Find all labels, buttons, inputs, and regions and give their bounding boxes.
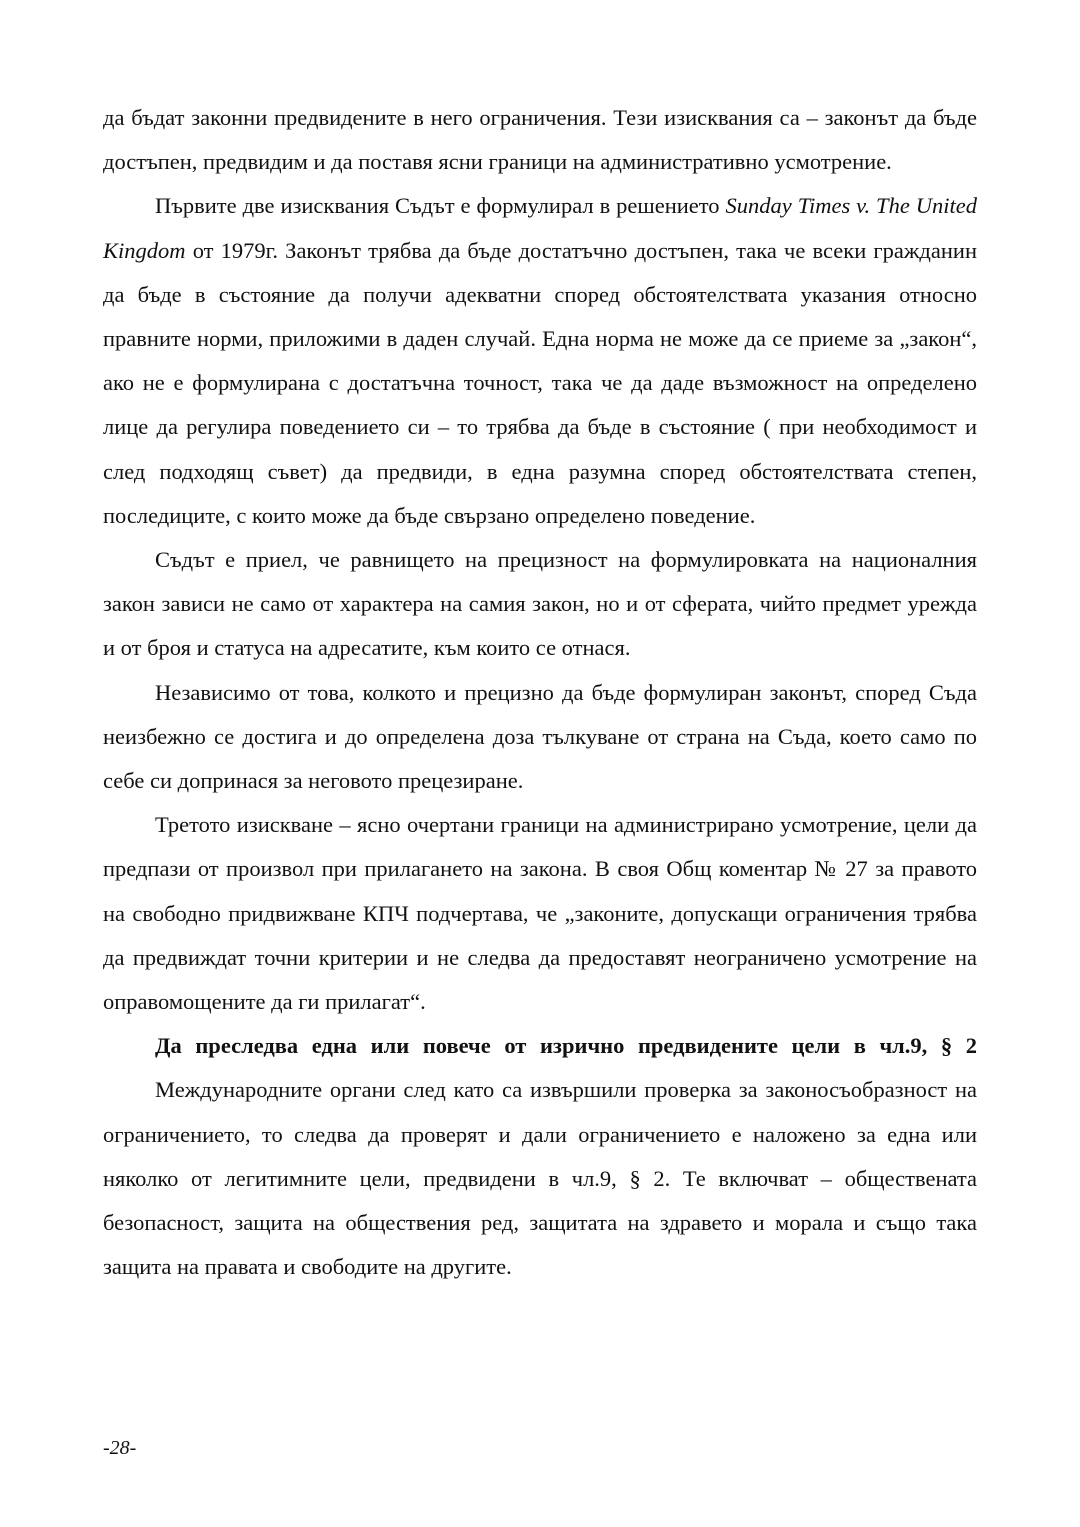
paragraph-third-requirement: Третото изискване – ясно очертани граници на администрирано усмотрение, цели да предпази от произвол при прилагането на закона. В своя Общ коментар № 27 за правото на свободно придвижване КПЧ подчертава, че „законите, допускащи ограничения трябва да предвиждат точни критерии и не следва да предоставят неограничено усмотрение на оправомощените да ги прилагат“. [103, 812, 977, 1015]
case-name-sunday-times: Sunday Times v. The United Kingdom [103, 193, 977, 263]
paragraph-sunday-times-body: от 1979г. Законът трябва да бъде достатъчно достъпен, така че всеки гражданин да бъде в състояние да получи адекватни според обстоятелствата указания относно правните норми, приложими в даден случай. Една норма не може да се приеме за „закон“, ако не е формулирана с достатъчна точност, така че да даде възможност на определено лице да регулира поведението си – то трябва да бъде в състояние ( при необходимост и след подходящ съвет) да предвиди, в една разумна според обстоятелствата степен, последиците, с които може да бъде свързано определено поведение. [103, 237, 977, 528]
section-heading: Да преследва една или повече от изрично предвидените цели в чл.9, § 2 [155, 1033, 977, 1059]
paragraph-sunday-times-intro: Първите две изисквания Съдът е формулирал в решението [155, 193, 726, 219]
paragraph-continuation: да бъдат законни предвидените в него ограничения. Тези изисквания са – законът да бъде достъпен, предвидим и да поставя ясни граници на административно усмотрение. [103, 105, 977, 175]
paragraph-interpretation: Независимо от това, колкото и прецизно да бъде формулиран законът, според Съда неизбежно се достига и до определена доза тълкуване от страна на Съда, което само по себе си допринася за неговото прецезиране. [103, 679, 977, 794]
paragraph-legitimate-aims: Международните органи след като са извършили проверка за законосъобразност на ограничението, то следва да проверят и дали ограничението е наложено за една или няколко от легитимните цели, предвидени в чл.9, § 2. Те включват – обществената безопасност, защита на обществения ред, защитата на здравето и морала и също така защита на правата и свободите на другите. [103, 1077, 977, 1280]
paragraph-precision: Съдът е приел, че равнището на прецизност на формулировката на националния закон зависи не само от характера на самия закон, но и от сферата, чийто предмет урежда и от броя и статуса на адресатите, към които се отнася. [103, 547, 977, 661]
page-number: -28- [103, 1437, 137, 1459]
paragraph-sunday-times [103, 184, 977, 538]
body-text [103, 96, 977, 1289]
